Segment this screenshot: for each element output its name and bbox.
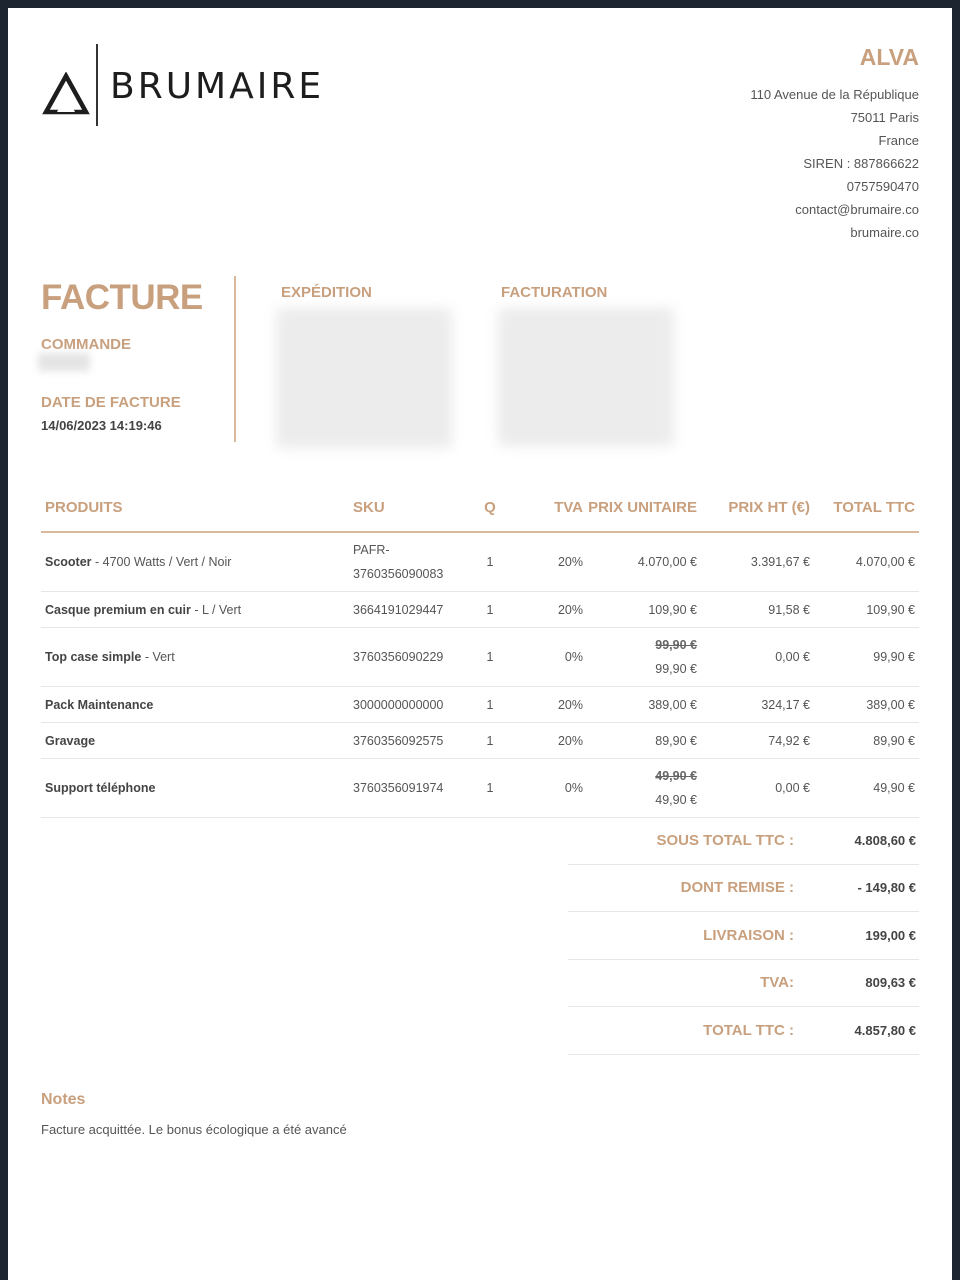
header-unit-price: PRIX UNITAIRE [588, 498, 697, 516]
sku-cell: 3760356090229 [353, 650, 444, 664]
tva-value: 809,63 € [865, 975, 916, 991]
logo-divider [96, 44, 98, 126]
company-address-2: 75011 Paris [850, 110, 919, 125]
total-ttc-label: TOTAL TTC : [703, 1021, 794, 1039]
discounted-price: 49,90 € [655, 793, 697, 807]
product-variant: - L / Vert [190, 602, 242, 617]
qty-cell: 1 [486, 602, 494, 617]
product-variant: - 4700 Watts / Vert / Noir [91, 555, 232, 569]
total-ttc-cell: 4.070,00 € [855, 555, 915, 569]
company-website: brumaire.co [850, 225, 919, 240]
totals-summary [568, 817, 919, 1055]
invoice-page [8, 8, 952, 1280]
table-row [41, 592, 919, 628]
tva-label: TVA: [760, 974, 794, 992]
header-separator [234, 276, 236, 442]
product-name: Casque premium en cuir [45, 602, 191, 617]
company-name: ALVA [859, 44, 919, 70]
tva-row [568, 960, 919, 1008]
header-qty: Q [484, 498, 496, 516]
product-cell [41, 781, 353, 795]
sku-cell: 3664191029447 [353, 602, 444, 617]
product-name: Top case simple [45, 650, 142, 664]
price-ht-cell: 3.391,67 € [750, 555, 810, 569]
company-info [750, 44, 919, 244]
shipping-label: EXPÉDITION [281, 284, 372, 301]
total-ttc-cell: 89,90 € [873, 733, 915, 748]
total-ttc-cell: 49,90 € [873, 781, 915, 795]
table-row [41, 759, 919, 818]
shipping-cost-row [568, 912, 919, 960]
table-row [41, 687, 919, 723]
header-total-ttc: TOTAL TTC [833, 498, 915, 516]
qty-cell: 1 [486, 697, 494, 712]
product-cell [41, 603, 353, 617]
unit-price-cell: 389,00 € [648, 697, 697, 712]
sku-cell: 3000000000000 [353, 697, 444, 712]
product-cell [41, 555, 353, 569]
unit-price-cell [583, 764, 697, 812]
order-number-redacted [38, 353, 90, 371]
sku-cell [353, 538, 473, 586]
price-ht-cell: 91,58 € [768, 602, 810, 617]
discount-value: - 149,80 € [857, 880, 916, 896]
subtotal-label: SOUS TOTAL TTC : [656, 831, 794, 849]
shipping-cost-label: LIVRAISON : [703, 926, 794, 944]
price-ht-cell: 324,17 € [761, 697, 810, 712]
company-email: contact@brumaire.co [795, 202, 919, 217]
company-siren: SIREN : 887866622 [803, 156, 919, 171]
subtotal-value: 4.808,60 € [854, 832, 916, 848]
company-address-1: 110 Avenue de la République [750, 87, 919, 102]
tva-cell: 20% [557, 602, 583, 617]
price-ht-cell: 74,92 € [768, 733, 810, 748]
subtotal-row [568, 817, 919, 865]
billing-label: FACTURATION [501, 284, 608, 301]
product-name: Gravage [45, 733, 96, 748]
unit-price-cell: 89,90 € [655, 733, 697, 748]
sku-line-1: PAFR- [353, 543, 390, 557]
qty-cell: 1 [486, 781, 494, 795]
billing-address-redacted [498, 308, 674, 446]
discounted-price: 99,90 € [655, 662, 697, 676]
sku-cell: 3760356091974 [353, 781, 444, 795]
product-cell [41, 650, 353, 664]
tva-cell: 20% [557, 555, 583, 569]
shipping-address-redacted [276, 308, 452, 448]
header-price-ht: PRIX HT (€) [728, 498, 810, 516]
notes-title: Notes [41, 1091, 86, 1108]
brand-name: BRUMAIRE [110, 66, 325, 107]
company-phone: 0757590470 [846, 179, 919, 194]
notes-text: Facture acquittée. Le bonus écologique a été avancé [41, 1122, 347, 1137]
table-row [41, 628, 919, 687]
brand-logo [42, 52, 90, 136]
invoice-date-label: DATE DE FACTURE [41, 394, 181, 411]
product-cell [41, 698, 353, 712]
original-price: 99,90 € [655, 638, 697, 652]
total-ttc-cell: 99,90 € [873, 650, 915, 664]
qty-cell: 1 [486, 733, 494, 748]
price-ht-cell: 0,00 € [775, 781, 810, 795]
products-table [41, 483, 919, 818]
price-ht-cell: 0,00 € [775, 650, 810, 664]
tva-cell: 0% [564, 650, 583, 664]
order-label: COMMANDE [41, 336, 131, 353]
total-ttc-cell: 389,00 € [866, 697, 915, 712]
invoice-title: FACTURE [41, 278, 203, 317]
tva-cell: 20% [557, 733, 583, 748]
product-variant: - Vert [141, 650, 175, 664]
total-ttc-cell: 109,90 € [866, 602, 915, 617]
product-name: Support téléphone [45, 781, 156, 795]
unit-price-cell: 4.070,00 € [637, 555, 697, 569]
table-row [41, 723, 919, 759]
tva-cell: 20% [557, 697, 583, 712]
company-country: France [878, 133, 919, 148]
header-sku: SKU [353, 498, 385, 516]
qty-cell: 1 [486, 555, 494, 569]
total-ttc-value: 4.857,80 € [854, 1022, 916, 1038]
invoice-date-value: 14/06/2023 14:19:46 [41, 418, 162, 433]
triangle-logo-icon [42, 72, 90, 116]
table-header [41, 483, 919, 533]
product-name: Scooter [45, 555, 92, 569]
sku-cell: 3760356092575 [353, 733, 444, 748]
total-ttc-row [568, 1007, 919, 1055]
original-price: 49,90 € [655, 769, 697, 783]
sku-line-2: 3760356090083 [353, 567, 444, 581]
discount-label: DONT REMISE : [680, 879, 794, 897]
unit-price-cell [583, 633, 697, 681]
table-row [41, 533, 919, 592]
product-cell [41, 734, 353, 748]
header-tva: TVA [554, 498, 583, 516]
product-name: Pack Maintenance [45, 697, 154, 712]
unit-price-cell: 109,90 € [648, 602, 697, 617]
shipping-cost-value: 199,00 € [865, 927, 916, 943]
qty-cell: 1 [486, 650, 494, 664]
header-products: PRODUITS [45, 498, 123, 516]
tva-cell: 0% [564, 781, 583, 795]
discount-row [568, 865, 919, 913]
